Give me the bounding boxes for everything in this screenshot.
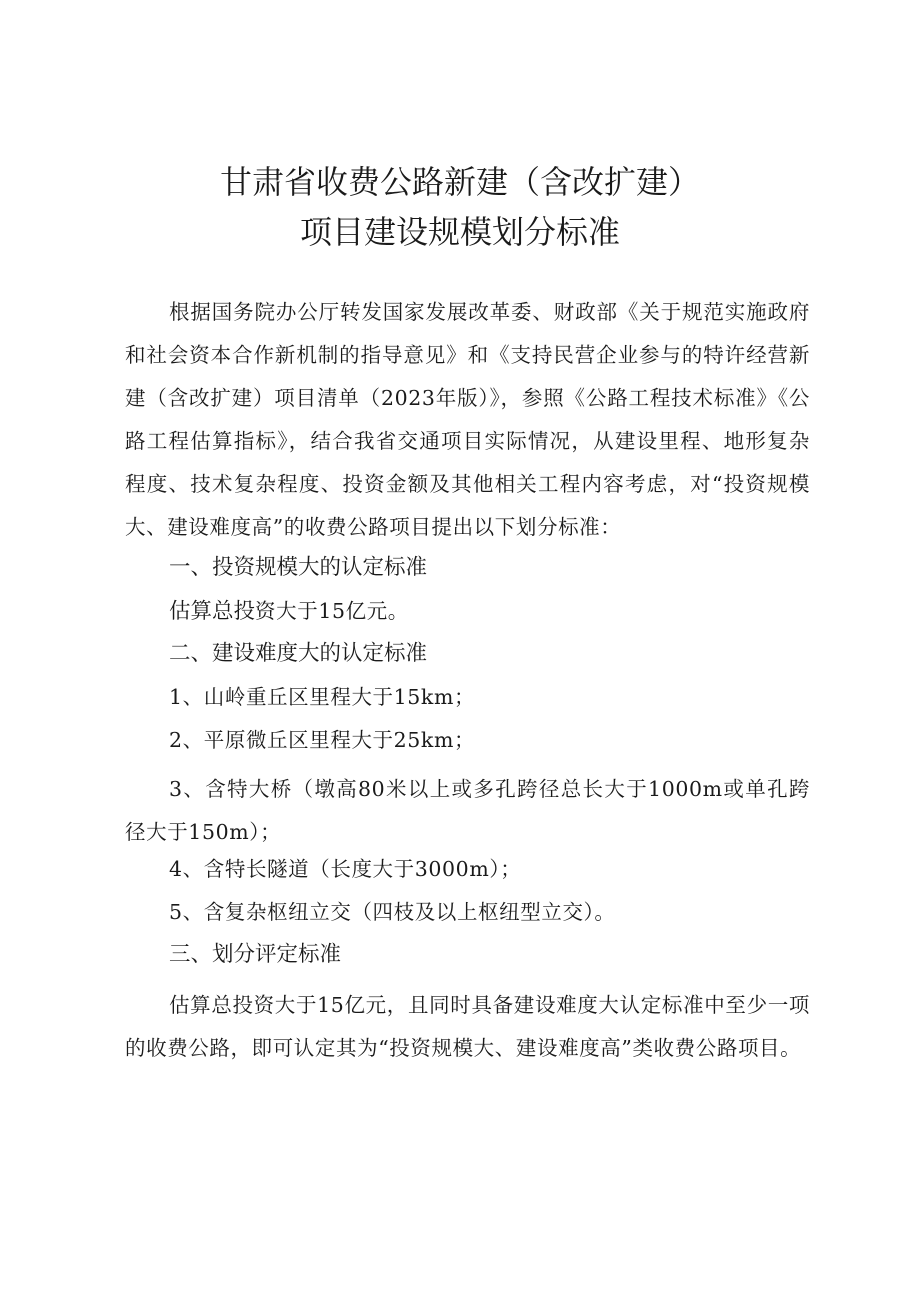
intro-paragraph: 根据国务院办公厅转发国家发展改革委、财政部《关于规范实施政府和社会资本合作新机制的指导意见》和《支持民营企业参与的特许经营新建（含改扩建）项目清单（2023年版）》，参照《公路工程技术标准》《公路工程估算指标》，结合我省交通项目实际情况，从建设里程、地形复杂程度、技术复杂程度、投资金额及其他相关工程内容考虑，对“投资规模大、建设难度高”的收费公路项目提出以下划分标准： xyxy=(125,300,810,539)
difficulty-item-1: 1、山岭重丘区里程大于15km； xyxy=(169,685,476,709)
section-1-heading: 一、投资规模大的认定标准 xyxy=(169,555,428,580)
difficulty-item-2: 2、平原微丘区里程大于25km； xyxy=(169,728,476,752)
document-title-line-1: 甘肃省收费公路新建（含改扩建） xyxy=(219,163,700,201)
section-1-criterion xyxy=(169,596,409,627)
difficulty-item-4: 4、含特长隧道（长度大于3000m）； xyxy=(169,857,522,881)
difficulty-item-5: 5、含复杂枢纽立交（四枝及以上枢纽型立交）。 xyxy=(169,900,616,924)
section-1-criterion-lead: 估算总投 xyxy=(169,599,256,624)
difficulty-item-3: 3、含特大桥（墩高80米以上或多孔跨径总长大于1000m或单孔跨径大于150m）； xyxy=(125,777,810,844)
document-title-line-2: 项目建设规模划分标准 xyxy=(299,213,620,251)
section-3-paragraph: 估算总投资大于15亿元，且同时具备建设难度大认定标准中至少一项的收费公路，即可认定其为“投资规模大、建设难度高”类收费公路项目。 xyxy=(125,993,810,1060)
section-1-criterion-rest: 资大于15亿元。 xyxy=(255,599,409,623)
section-3-heading: 三、划分评定标准 xyxy=(169,942,342,967)
section-2-heading: 二、建设难度大的认定标准 xyxy=(169,641,428,666)
